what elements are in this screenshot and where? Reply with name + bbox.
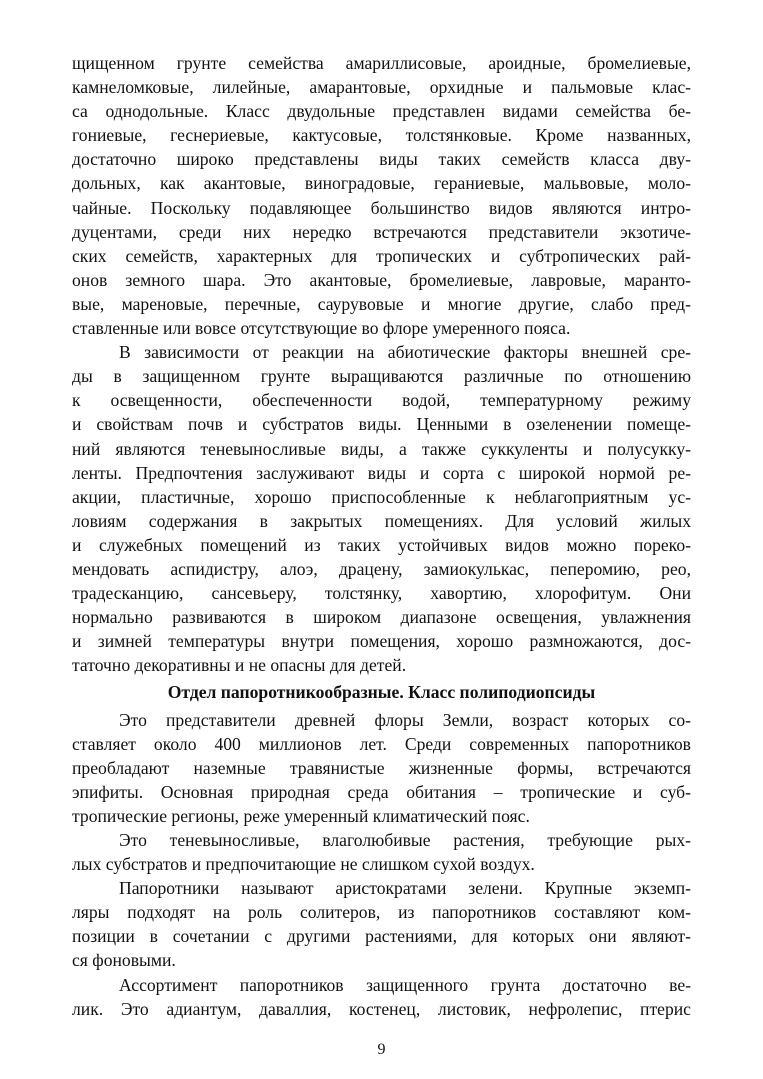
text-line: Это теневыносливые, влаголюбивые растения, требующие рых- xyxy=(119,830,691,850)
text-line: онов земного шара. Это акантовые, бромелиевые, лавровые, маранто- xyxy=(72,269,691,290)
text-line: ставляет около 400 миллионов лет. Среди современных папоротников xyxy=(72,733,691,754)
text-line: нормально развиваются в широком диапазоне освещения, увлажнения xyxy=(72,607,691,628)
text-line: акции, пластичные, хорошо приспособленные к неблагоприятным ус- xyxy=(72,486,691,507)
text-line: Ассортимент папоротников защищенного грунта достаточно ве- xyxy=(119,974,691,995)
text-line: ды в защищенном грунте выращиваются различные по отношению xyxy=(72,366,691,387)
text-line: традесканцию, сансевьеру, толстянку, хавортию, хлорофитум. Они xyxy=(72,583,691,604)
text-line: Папоротники называют аристократами зелени. Крупные экземп- xyxy=(119,878,691,899)
text-line: лик. Это адиантум, даваллия, костенец, листовик, нефролепис, птерис xyxy=(72,998,691,1019)
paragraph-continuation xyxy=(72,51,691,340)
text-line: камнеломковые, лилейные, амарантовые, орхидные и пальмовые клас- xyxy=(72,77,691,98)
text-line: В зависимости от реакции на абиотические факторы внешней сре- xyxy=(119,342,691,363)
text-line: тропические регионы, реже умеренный климатический пояс. xyxy=(72,805,530,826)
paragraph-ferns-conditions xyxy=(72,828,691,876)
text-line: вые, мареновые, перечные, саурувовые и многие другие, слабо пред- xyxy=(72,293,691,314)
paragraph-ferns-assortment xyxy=(72,973,691,1021)
text-line: чайные. Поскольку подавляющее большинство видов являются интро- xyxy=(72,197,691,218)
text-line: к освещенности, обеспеченности водой, температурному режиму xyxy=(72,390,691,411)
text-line: дуцентами, среди них нередко встречаются представители экзотиче- xyxy=(72,221,691,242)
text-line: са однодольные. Класс двудольные представлен видами семейства бе- xyxy=(72,101,691,122)
text-line: лых субстратов и предпочитающие не слишком сухой воздух. xyxy=(72,854,535,875)
text-line: ленты. Предпочтения заслуживают виды и сорта с широкой нормой ре- xyxy=(72,462,691,483)
text-line: достаточно широко представлены виды таких семейств класса дву- xyxy=(72,149,691,170)
text-line: ставленные или вовсе отсутствующие во флоре умеренного пояса. xyxy=(72,318,571,339)
text-line: ских семейств, характерных для тропических и субтропических рай- xyxy=(72,245,691,266)
text-line: эпифиты. Основная природная среда обитания – тропические и суб- xyxy=(72,781,691,802)
text-line: и зимней температуры внутри помещения, хорошо размножаются, дос- xyxy=(72,631,691,652)
text-line: дольных, как акантовые, виноградовые, гераниевые, мальвовые, моло- xyxy=(72,173,691,194)
page-number: 9 xyxy=(377,1041,386,1058)
text-line: ляры подходят на роль солитеров, из папоротников составляют ком- xyxy=(72,902,691,923)
paragraph-ferns-intro xyxy=(72,708,691,828)
page-body xyxy=(72,51,691,1021)
text-line: щищенном грунте семейства амариллисовые, ароидные, бромелиевые, xyxy=(72,53,691,73)
text-line: ся фоновыми. xyxy=(72,950,176,971)
text-line: таточно декоративны и не опасны для детей. xyxy=(72,655,407,676)
text-line: гониевые, геснериевые, кактусовые, толстянковые. Кроме названных, xyxy=(72,125,691,146)
text-line: мендовать аспидистру, алоэ, драцену, замиокулькас, пеперомию, рео, xyxy=(72,558,691,579)
text-line: и свойствам почв и субстратов виды. Ценными в озеленении помеще- xyxy=(72,414,691,435)
text-line: Это представители древней флоры Земли, возраст которых со- xyxy=(119,709,691,730)
text-line: ний являются теневыносливые виды, а также суккуленты и полусукку- xyxy=(72,438,691,459)
paragraph-ferns-use xyxy=(72,876,691,972)
text-line: позиции в сочетании с другими растениями, для которых они являют- xyxy=(72,926,691,947)
text-line: преобладают наземные травянистые жизненные формы, встречаются xyxy=(72,757,691,778)
text-line: ловиям содержания в закрытых помещениях. Для условий жилых xyxy=(72,510,691,531)
section-heading: Отдел папоротникообразные. Класс полиподиопсиды xyxy=(167,682,596,703)
text-line: и служебных помещений из таких устойчивых видов можно пореко- xyxy=(72,534,691,555)
paragraph-abiotic-factors xyxy=(72,340,691,677)
